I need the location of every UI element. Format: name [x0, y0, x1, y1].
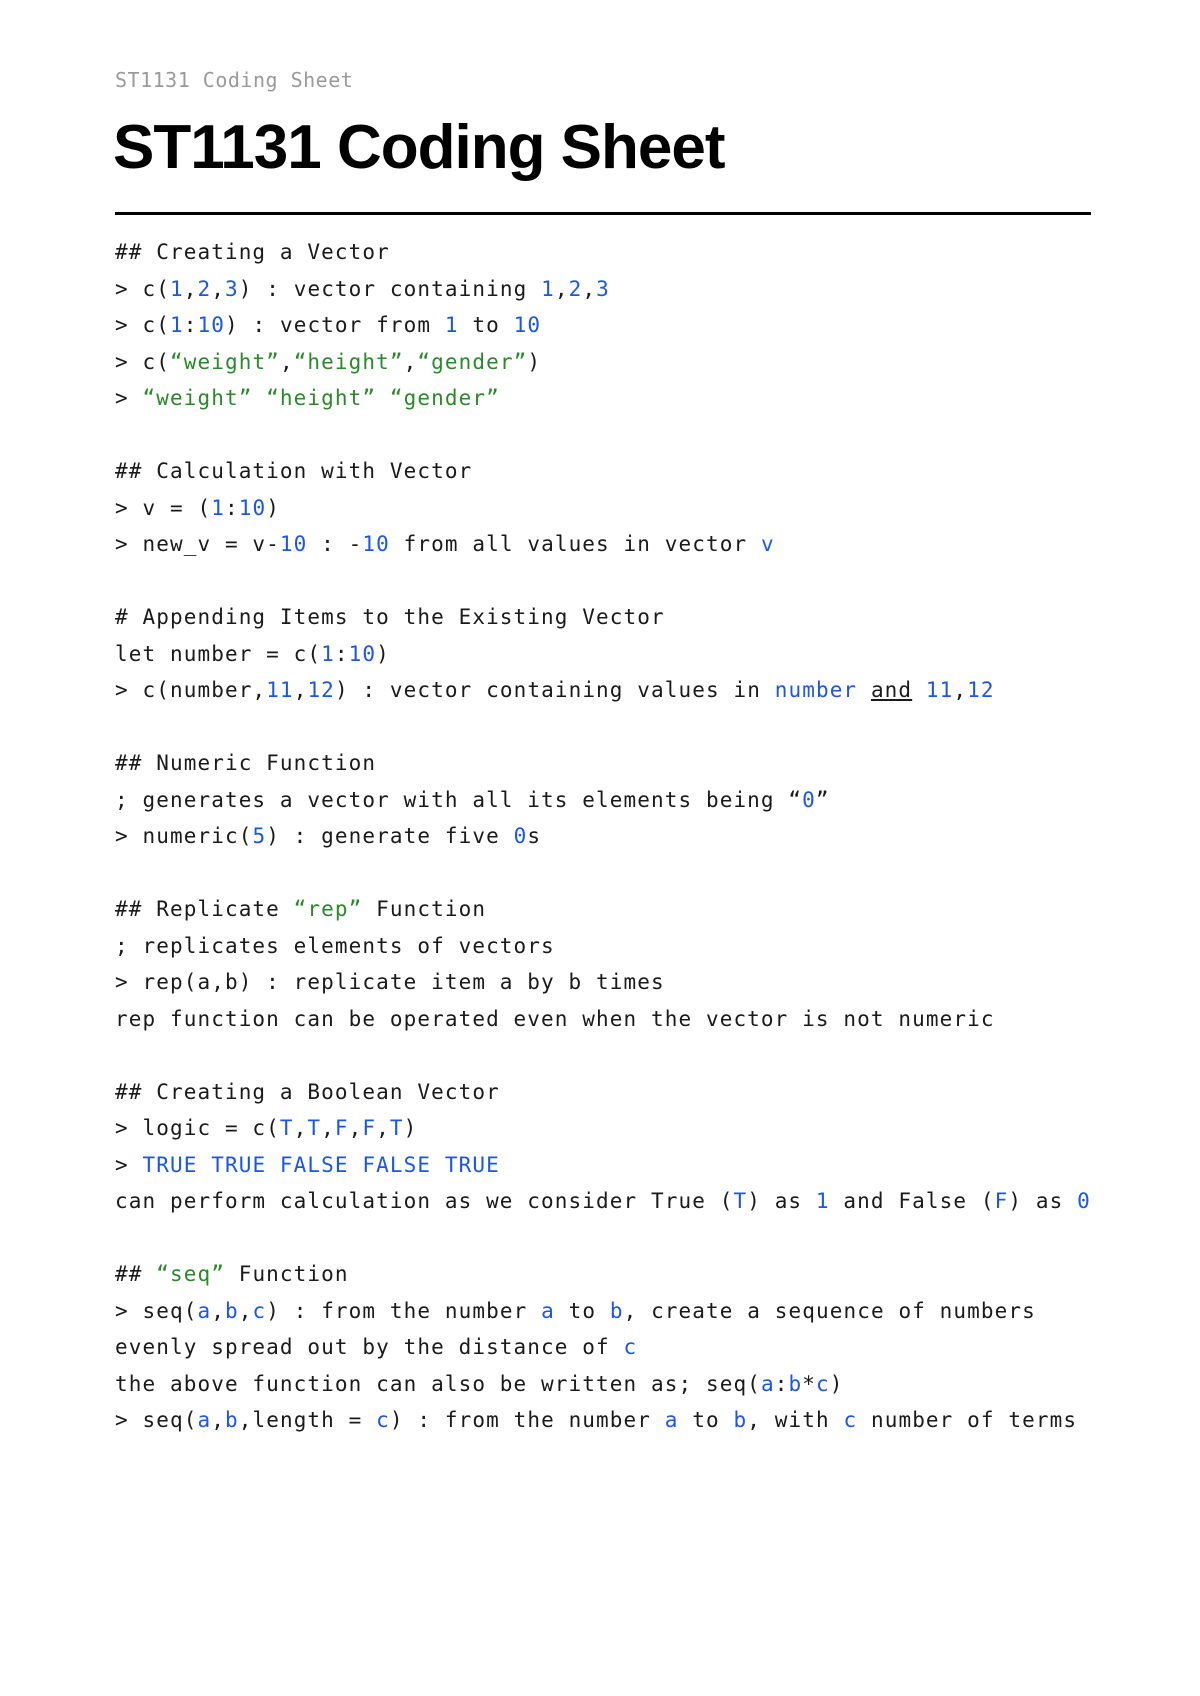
code-string: “seq”: [156, 1262, 225, 1286]
code-line: [115, 526, 1115, 563]
code-text: , with: [747, 1408, 844, 1432]
code-text: ): [403, 1116, 418, 1140]
code-value: TRUE TRUE FALSE FALSE TRUE: [142, 1152, 500, 1177]
code-text: ,: [582, 276, 597, 301]
code-text: [912, 678, 926, 702]
code-text: ): [527, 349, 542, 374]
code-value: 1: [211, 495, 225, 520]
code-line: [115, 964, 1115, 1001]
code-line: [115, 1147, 1115, 1184]
code-text: evenly spread out by the distance of: [115, 1335, 624, 1359]
code-text: > seq(: [115, 1408, 198, 1432]
code-text: : -: [307, 532, 363, 556]
code-value: 1: [444, 313, 459, 337]
code-value: F: [362, 1116, 377, 1140]
code-text: from all values in vector: [389, 532, 761, 556]
code-text: ,: [554, 276, 569, 301]
code-text: ## Numeric Function: [115, 751, 377, 775]
code-value: 5: [252, 824, 267, 848]
code-text: :: [224, 495, 239, 520]
code-text: [857, 678, 871, 702]
title-divider: [115, 212, 1091, 215]
code-text: ) : from the number: [266, 1298, 542, 1323]
code-text: ,: [293, 1116, 308, 1140]
code-text: can perform calculation as we consider True (: [115, 1189, 734, 1213]
code-text: ): [829, 1371, 844, 1396]
code-value: 0: [513, 824, 528, 848]
code-text: the above function can also be written as; seq(: [115, 1371, 761, 1396]
code-value: 10: [513, 313, 542, 337]
code-text: ) : from the number: [389, 1408, 665, 1432]
code-text: to: [554, 1298, 610, 1323]
code-value: 1: [815, 1189, 830, 1213]
code-string: “weight” “height” “gender”: [142, 386, 500, 410]
code-value: 12: [967, 678, 995, 702]
blank-line: [115, 417, 1115, 454]
code-text: ,: [183, 276, 198, 301]
code-text: s: [527, 824, 542, 848]
code-line: [115, 928, 1115, 965]
code-text: ,: [293, 678, 308, 702]
code-value: F: [334, 1116, 349, 1140]
code-text: Function: [362, 897, 487, 921]
code-line: [115, 1001, 1115, 1038]
code-text: ; replicates elements of vectors: [115, 933, 555, 958]
code-text: *: [802, 1371, 816, 1396]
code-text: > rep(a,b) : replicate item a by b times: [115, 970, 665, 994]
code-value: c: [252, 1298, 267, 1323]
code-text: ## Calculation with Vector: [115, 459, 473, 483]
code-line: [115, 234, 1115, 271]
code-value: a: [541, 1298, 555, 1323]
code-text: ”: [815, 787, 830, 812]
code-text: ,: [211, 276, 225, 301]
code-text: ## Creating a Boolean Vector: [115, 1079, 500, 1104]
code-value: v: [760, 532, 775, 556]
code-text: ): [376, 641, 390, 666]
code-string: “gender”: [417, 349, 528, 374]
code-text: ): [266, 495, 280, 520]
code-value: 2: [197, 276, 212, 301]
blank-line: [115, 1220, 1115, 1257]
code-value: b: [224, 1408, 239, 1432]
code-underlined-text: and: [870, 678, 913, 702]
code-text: > c(: [115, 349, 170, 374]
code-text: ) : generate five: [266, 824, 514, 848]
code-value: 12: [307, 678, 335, 702]
code-line: [115, 1366, 1115, 1403]
code-line: [115, 344, 1115, 381]
code-text: >: [115, 386, 143, 410]
code-text: ,: [403, 349, 418, 374]
code-text: ,: [376, 1116, 390, 1140]
code-text: ,length =: [238, 1408, 377, 1432]
code-line: [115, 307, 1115, 344]
code-value: b: [224, 1298, 239, 1323]
code-text: rep function can be operated even when the vector is not numeric: [115, 1006, 995, 1031]
code-value: b: [609, 1298, 624, 1323]
code-value: T: [389, 1116, 404, 1140]
code-text: ,: [321, 1116, 335, 1140]
code-value: c: [843, 1408, 858, 1432]
code-body: [115, 234, 1115, 1439]
code-value: b: [733, 1408, 748, 1432]
code-line: [115, 1110, 1115, 1147]
code-value: c: [815, 1371, 830, 1396]
code-value: 11: [266, 678, 294, 702]
code-text: ) : vector containing values in: [334, 678, 775, 702]
code-line: [115, 599, 1115, 636]
code-value: T: [279, 1116, 294, 1140]
code-text: # Appending Items to the Existing Vector: [115, 605, 665, 629]
code-text: > c(number,: [115, 678, 267, 702]
code-text: ,: [279, 349, 294, 374]
code-text: and False (: [829, 1189, 995, 1213]
code-line: [115, 672, 1115, 709]
code-line: [115, 745, 1115, 782]
code-line: [115, 1183, 1115, 1220]
code-string: “rep”: [293, 897, 363, 921]
code-value: a: [664, 1408, 679, 1432]
code-text: to: [458, 313, 514, 337]
code-value: number: [774, 678, 858, 702]
code-string: “weight”: [169, 349, 280, 374]
code-text: ,: [211, 1408, 225, 1432]
code-line: [115, 453, 1115, 490]
code-string: “height”: [293, 349, 404, 374]
code-text: to: [678, 1408, 734, 1432]
code-value: a: [760, 1371, 775, 1396]
code-value: 3: [224, 276, 239, 301]
code-line: [115, 271, 1115, 308]
code-text: > numeric(: [115, 824, 253, 848]
code-value: a: [197, 1298, 212, 1323]
code-value: F: [994, 1189, 1009, 1213]
code-line: [115, 1402, 1115, 1439]
code-value: 10: [279, 532, 308, 556]
code-value: T: [733, 1189, 748, 1213]
code-value: 10: [348, 641, 377, 666]
code-value: 1: [541, 276, 555, 301]
running-header: ST1131 Coding Sheet: [115, 68, 354, 92]
code-text: ) : vector containing: [238, 276, 542, 301]
code-line: [115, 1256, 1115, 1293]
code-line: [115, 1293, 1115, 1330]
code-text: , create a sequence of numbers: [623, 1298, 1036, 1323]
code-text: ,: [238, 1298, 253, 1323]
blank-line: [115, 563, 1115, 600]
code-text: > c(: [115, 276, 170, 301]
code-text: > c(: [115, 313, 170, 337]
code-text: ) as: [747, 1189, 816, 1213]
code-text: > seq(: [115, 1298, 198, 1323]
page-title: ST1131 Coding Sheet: [113, 113, 725, 182]
code-value: 10: [238, 495, 267, 520]
code-value: a: [197, 1408, 212, 1432]
code-text: :: [334, 641, 349, 666]
code-text: ,: [348, 1116, 363, 1140]
code-value: c: [376, 1408, 390, 1432]
code-text: ,: [211, 1298, 225, 1323]
code-text: Function: [224, 1262, 349, 1286]
blank-line: [115, 709, 1115, 746]
code-text: :: [183, 313, 198, 337]
code-value: 2: [568, 276, 583, 301]
code-value: 10: [197, 313, 225, 337]
code-line: [115, 380, 1115, 417]
code-text: > logic = c(: [115, 1116, 280, 1140]
code-line: [115, 490, 1115, 527]
code-value: 3: [596, 276, 610, 301]
code-value: 11: [925, 678, 954, 702]
code-value: 1: [321, 641, 335, 666]
code-text: number of terms: [857, 1408, 1078, 1432]
code-text: >: [115, 1152, 143, 1177]
code-text: ,: [953, 678, 968, 702]
blank-line: [115, 1037, 1115, 1074]
code-text: > v = (: [115, 495, 212, 520]
blank-line: [115, 855, 1115, 892]
code-value: c: [623, 1335, 638, 1359]
code-line: [115, 818, 1115, 855]
code-text: ) : vector from: [224, 313, 445, 337]
code-value: 0: [802, 787, 816, 812]
code-text: ##: [115, 1262, 157, 1286]
code-line: [115, 891, 1115, 928]
code-text: ) as: [1008, 1189, 1078, 1213]
code-text: > new_v = v-: [115, 532, 280, 556]
code-value: b: [788, 1371, 803, 1396]
code-text: ; generates a vector with all its elements being “: [115, 787, 803, 812]
code-value: T: [307, 1116, 322, 1140]
code-line: [115, 1329, 1115, 1366]
code-text: let number = c(: [115, 641, 322, 666]
code-value: 1: [169, 276, 184, 301]
code-text: ## Creating a Vector: [115, 240, 390, 264]
code-line: [115, 636, 1115, 673]
code-text: :: [774, 1371, 789, 1396]
code-value: 10: [362, 532, 390, 556]
code-line: [115, 782, 1115, 819]
code-value: 0: [1077, 1189, 1091, 1213]
code-text: ## Replicate: [115, 897, 294, 921]
code-line: [115, 1074, 1115, 1111]
code-value: 1: [169, 313, 184, 337]
